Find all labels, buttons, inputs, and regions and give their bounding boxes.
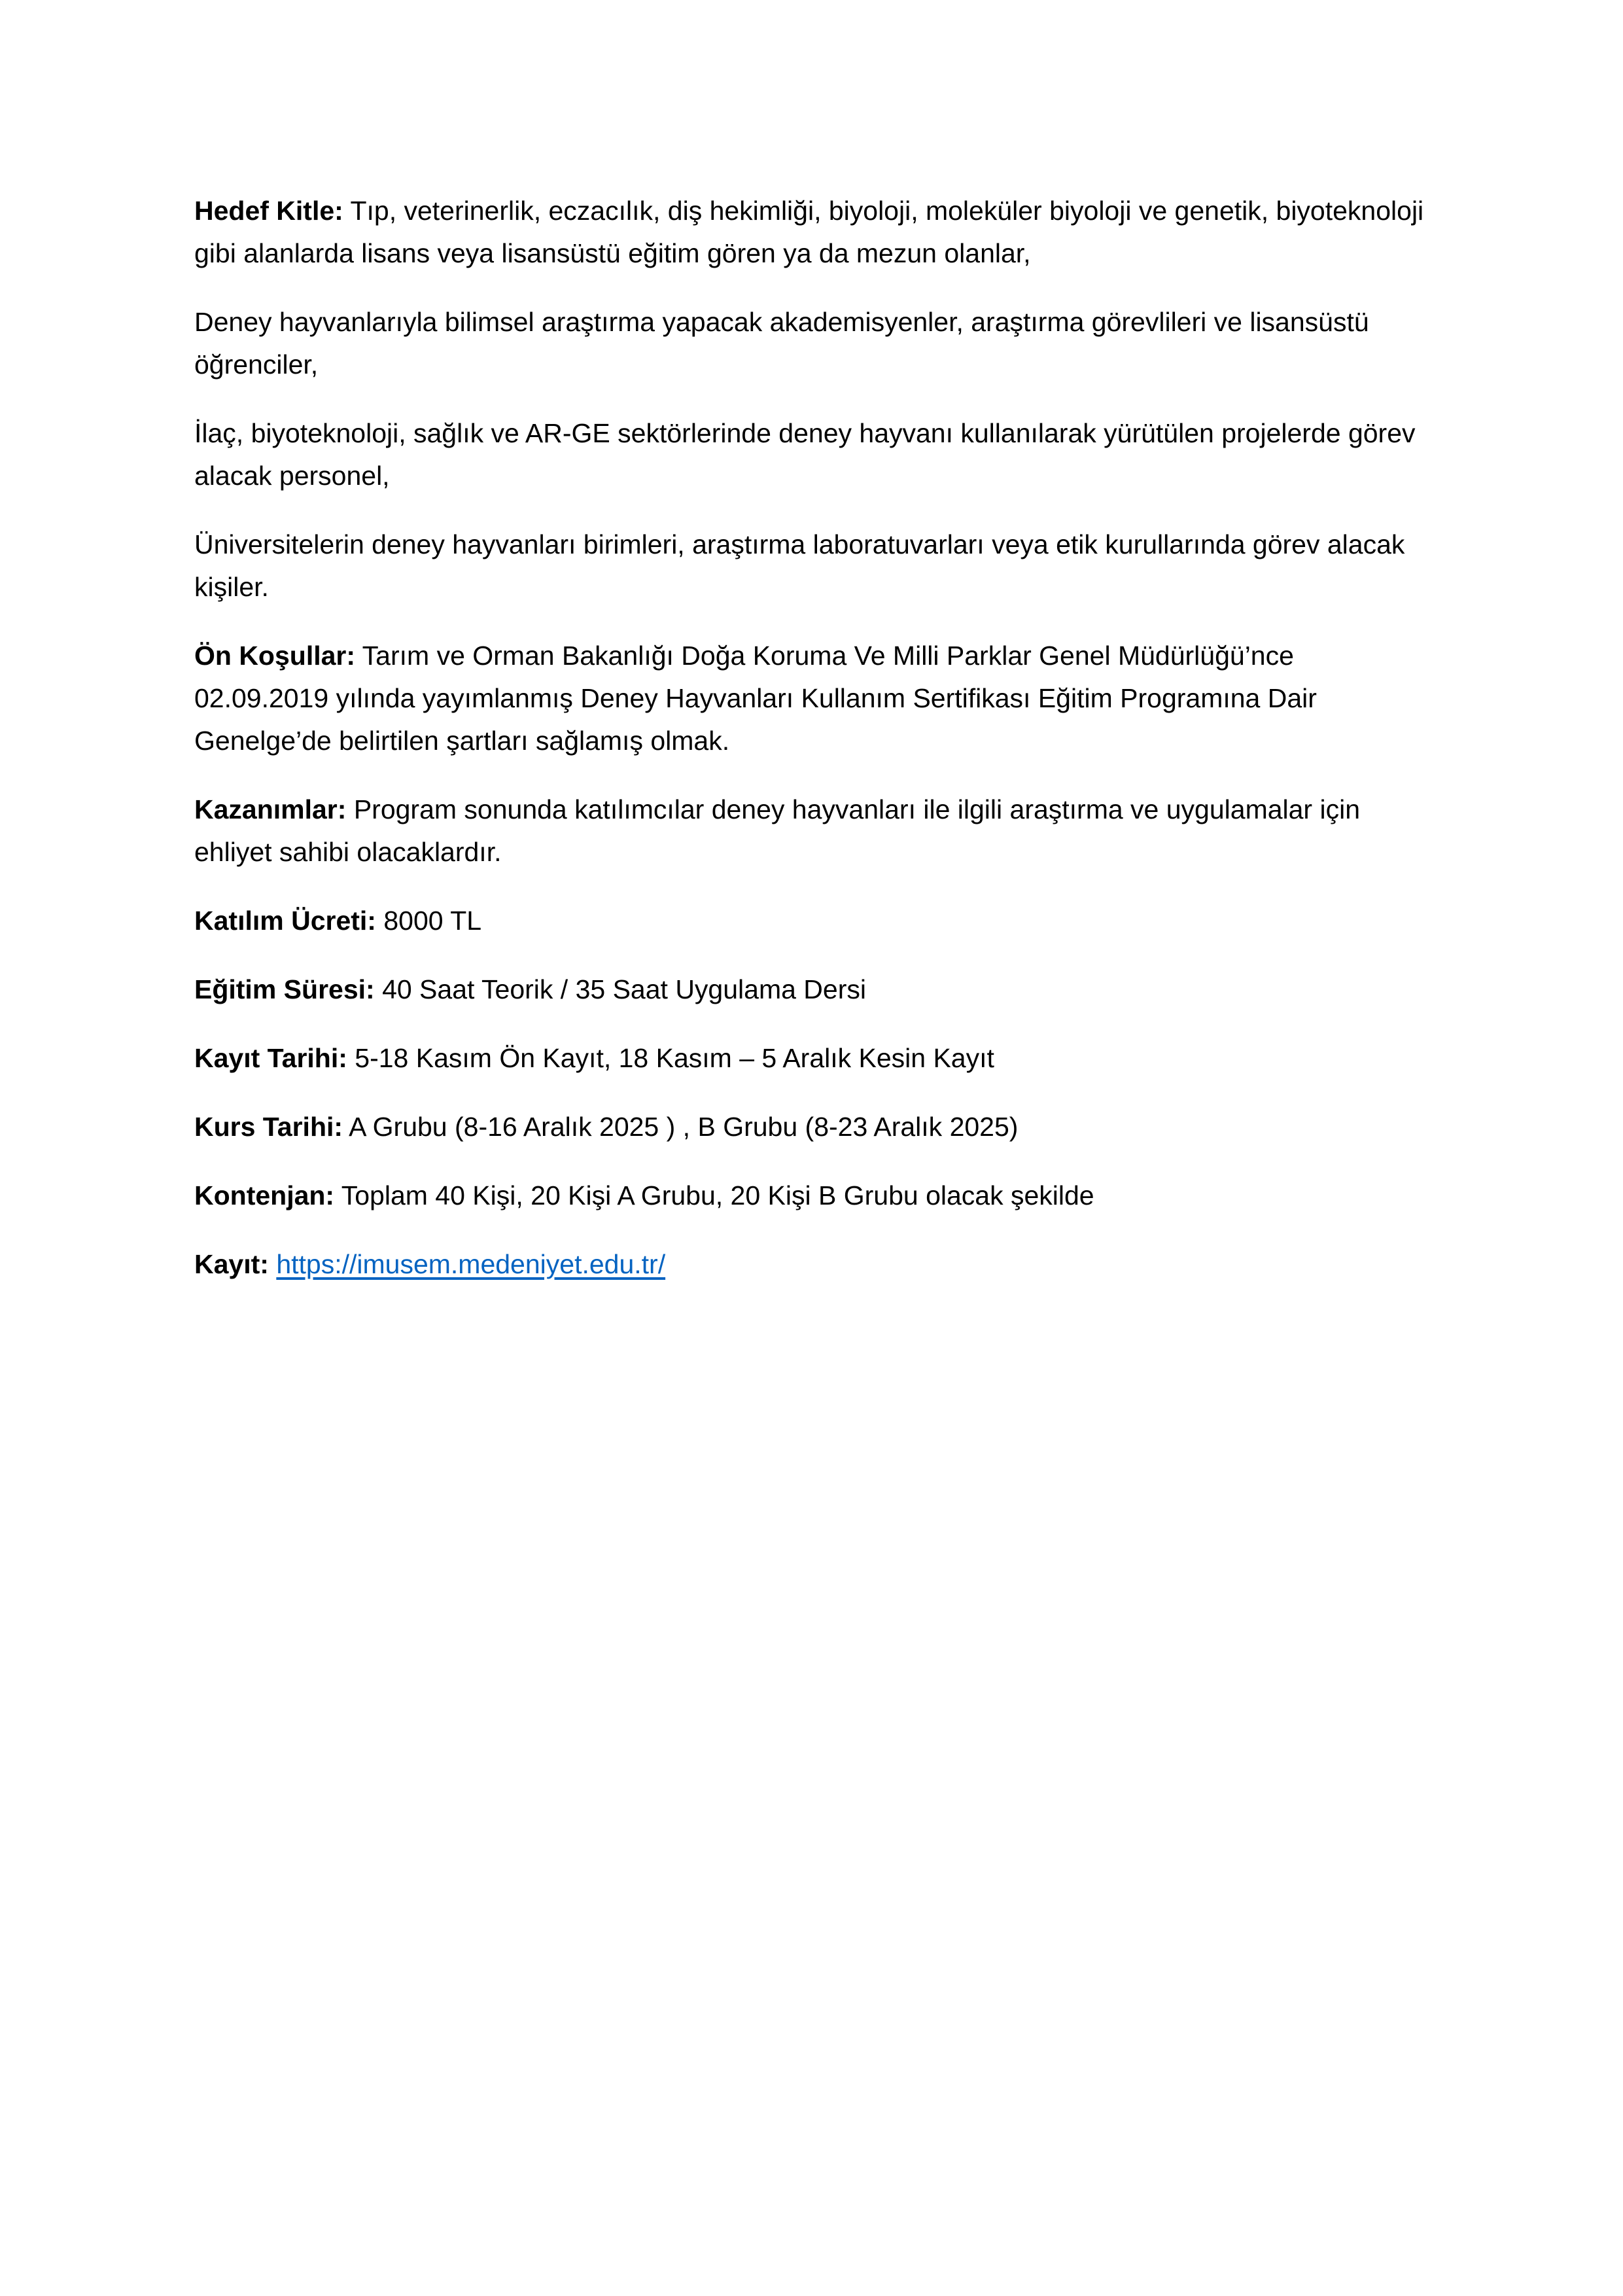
- target-audience-paragraph: [194, 190, 1427, 275]
- outcomes-paragraph: [194, 788, 1427, 874]
- course-dates-label: Kurs Tarihi:: [194, 1112, 343, 1142]
- target-audience-label: Hedef Kitle:: [194, 196, 343, 226]
- registration-dates-value: 5-18 Kasım Ön Kayıt, 18 Kasım – 5 Aralık Kesin Kayıt: [347, 1043, 994, 1073]
- prerequisites-text: Tarım ve Orman Bakanlığı Doğa Koruma Ve Milli Parklar Genel Müdürlüğü’nce 02.09.2019 yılında yayımlanmış Deney Hayvanları Kullanım Sertifikası Eğitim Programına Dair Genelge’de belirtilen şartları sağlamış olmak.: [194, 641, 1317, 756]
- outcomes-label: Kazanımlar:: [194, 794, 347, 824]
- university-staff-text: Üniversitelerin deney hayvanları birimleri, araştırma laboratuvarları veya etik kurullarında görev alacak kişiler.: [194, 529, 1405, 602]
- course-dates-value: A Grubu (8-16 Aralık 2025 ) , B Grubu (8-23 Aralık 2025): [343, 1112, 1019, 1142]
- academics-text: Deney hayvanlarıyla bilimsel araştırma yapacak akademisyenler, araştırma görevlileri ve lisansüstü öğrenciler,: [194, 307, 1369, 380]
- quota-paragraph: [194, 1174, 1427, 1217]
- industry-personnel-paragraph: [194, 412, 1427, 497]
- quota-label: Kontenjan:: [194, 1180, 335, 1210]
- registration-link[interactable]: https://imusem.medeniyet.edu.tr/: [276, 1249, 666, 1279]
- duration-value: 40 Saat Teorik / 35 Saat Uygulama Dersi: [374, 974, 866, 1004]
- registration-link-paragraph: [194, 1243, 1427, 1286]
- course-dates-paragraph: [194, 1106, 1427, 1148]
- prerequisites-label: Ön Koşullar:: [194, 641, 356, 671]
- registration-link-label: Kayıt:: [194, 1249, 269, 1279]
- duration-paragraph: [194, 968, 1427, 1011]
- university-staff-paragraph: [194, 523, 1427, 609]
- duration-label: Eğitim Süresi:: [194, 974, 375, 1004]
- outcomes-text: Program sonunda katılımcılar deney hayvanları ile ilgili araştırma ve uygulamalar için ehliyet sahibi olacaklardır.: [194, 794, 1360, 867]
- academics-paragraph: [194, 301, 1427, 386]
- registration-dates-label: Kayıt Tarihi:: [194, 1043, 347, 1073]
- fee-label: Katılım Ücreti:: [194, 906, 376, 936]
- registration-dates-paragraph: [194, 1037, 1427, 1080]
- fee-value: 8000 TL: [375, 906, 482, 936]
- industry-personnel-text: İlaç, biyoteknoloji, sağlık ve AR-GE sektörlerinde deney hayvanı kullanılarak yürütülen projelerde görev alacak personel,: [194, 418, 1416, 491]
- prerequisites-paragraph: [194, 635, 1427, 762]
- quota-value: Toplam 40 Kişi, 20 Kişi A Grubu, 20 Kişi B Grubu olacak şekilde: [334, 1180, 1094, 1210]
- fee-paragraph: [194, 900, 1427, 942]
- target-audience-text: Tıp, veterinerlik, eczacılık, diş hekimliği, biyoloji, moleküler biyoloji ve genetik, biyoteknoloji gibi alanlarda lisans veya lisansüstü eğitim gören ya da mezun olanlar,: [194, 196, 1424, 268]
